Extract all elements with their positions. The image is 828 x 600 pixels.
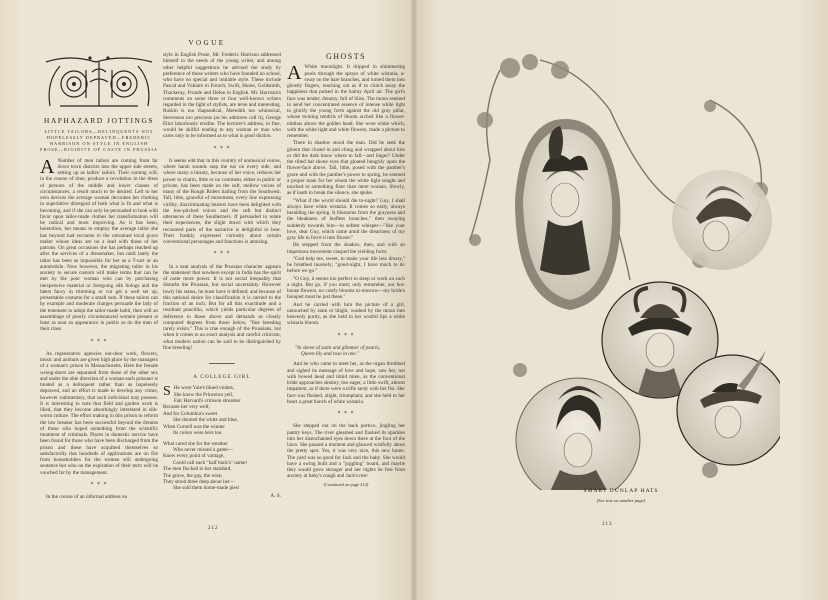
paragraph: "God help me, sweet, to make your life less dreary," he breathed hoarsely; "good-night, I have much to do before we go.": [287, 255, 405, 275]
paragraph: "O Guy, it seems too perfect to sleep or work on such a night. But go, if you must; only remember, not hot-house flowers, no costly blooms to-morrow—my bride's bouquet must be just these.": [287, 275, 405, 301]
paragraph: A White moonlight. It dripped in shimmering pools through the sprays of white wistaria, a-sway on the bare branches, and turned them into ghostly fingers, reaching out as if to clutch away the happiness that pulsed in the balmy April air. The girl's face was tender, dreamy, full of bliss. The moon seemed to send her concentrated essence of intense white light to glorify the young form against the old gray pillar, whose twining tendrils of bloom arched like a flower-nimbus above the golden head. She wore white which, with the white light and white flowers, made a picture to remember.: [287, 62, 405, 139]
paragraph: A Number of men tailors are coming from far down town districts into the upper side streets, setting up as ladies' tailors. Their coming will, in the course of time, produce a revolution in the dress of persons of the middle and lower classes of circumstances, a result much to be desired. Left to her own devices the average woman decorates her clothing in superlative disregard of both what is fit and what is becoming, and if she can only be persuaded to look with favor upon tailor-made clothes her transformation will be radical and most improving. As it has been, heretofore, her means to employ the average tailor she has beyond had recourse to the untrained local gown maker whose ideas are on a lead with those of her patrons. On great occasions she has perhaps reached up after the services of a dressmaker, but until lately the tailor has been as impossible for her as a T-cart or an automobile. Now however, the migrating tailor in his anxiety to secure custom will make terms that can be met by the poor woman who can by purchasing inexpensive material or foregoing silk linings and the latest fancy in trimming or cut get a well set up, presentable costume for a small sum. If these tailors can by example and moderate charges persuade the lady of the tenement to adopt the tailor-made habit, then will an assemblage of poorly circumstanced women present at least as neat an appearance in public as do the men of their class.: [40, 155, 158, 333]
paragraph: In the course of an informal address on: [46, 494, 128, 500]
spine-shadow: [411, 0, 417, 600]
page-number-left: 212: [208, 526, 219, 531]
paragraph: As regenerative agencies out-door work, flowers, music and animals are given high place by the managers of a woman's prison in Massachusetts. Here the female wrong-doers are separated from those of the other sex and under the able direction of a woman each prisoner is treated as a delinquent rather than as hopelessly depraved, and an effort is made to develop any virtue, however rudimentary, that such individual may possess. It is interesting to note that field and garden work is liked, that they become absorbingly interested in silk-worm culture. The effort making in this prison to reform the law breaker has been successful beyond the dreams of those who hoped something from the scientific treatment of criminals. Places in domestic service have been found for those who have been discharged from the prison and these have acquitted themselves so satisfactorily that hundreds of applications are on file from householders for the women still undergoing sentence but who on the expiration of their term will be vouched for by the management.: [40, 350, 158, 476]
paragraph: He stepped from the shadow, then, and with an impetuous movement clasped the yielding form.: [287, 242, 405, 255]
column-two: [163, 52, 281, 499]
column-ghosts: [287, 52, 405, 488]
paragraph: She stepped out on the back portico, jingling her pantry keys. The river gleamed and flashed its sparkles into her disenchanted eyes down there at the foot of the lawn. She paused a moment and glanced wistfully about the pretty spot. Yes, it was very nice, this new home. The yard was so good for Jack and the baby. She would have a swing built and a "joggling" board, and maybe they would grow stronger and her nights be free from anxiety at baby's cough and Jack's rest-: [287, 423, 405, 480]
continued-note: (Continued on page 214): [323, 481, 369, 487]
portrait-circle-top-right: [672, 170, 772, 270]
drop-cap: A: [40, 155, 55, 178]
running-head: VOGUE: [188, 39, 226, 47]
page-number-right: 213: [602, 522, 613, 527]
drop-cap: S: [163, 384, 171, 400]
section-rule: [209, 363, 235, 364]
caption-subtitle: (See text on another page): [596, 498, 646, 503]
portrait-oval: [515, 119, 620, 310]
verse-quote: "In sheen of satin and glimmer of pearls, Queen lily and rose in one.": [295, 344, 380, 357]
paragraph: There in shadow stood the man. Did he seek the gloom that closed in and clung and wrapped about him or did the dark know where to fall—and linger? Under the tilted hat shone eyes that gloated hungrily upon the flower-face above. Tall, lithe, posed with the panther's grace and with the panther's power to spring, he seemed a proper mate for her whom the white light sought and touched to something finer than mere woman. Slowly, as if loath to break the silence, she spoke.: [287, 140, 405, 197]
asterism-divider: * * *: [90, 338, 108, 345]
asterism-divider: * * *: [90, 481, 108, 488]
poem-title: A COLLEGE GIRL: [193, 374, 251, 380]
paragraph: And he who came to meet her, as the organ throbbed and sighed its message of love and hope, saw her, not with bowed head and timid mien, as the conventional bride approaches destiny, but eager, a little swift, almost impatient, as if there were a trifle tardy with her fist. Her face was flushed, alight, triumphant, and she held to her heart a great bunch of white wistaria.: [287, 361, 405, 405]
asterism-divider: * * *: [213, 145, 231, 152]
drop-cap: A: [287, 62, 302, 85]
article-deck: LITTLE TAILORS—DELINQUENTS NOT HOPELESSLY DEPRAVED—FREDERIC HARRISON ON STYLE IN ENGLISH PROSE—RIGIDITY OF CASTE IN PRUSSIA: [40, 128, 159, 152]
column-haphazard-jottings: [40, 52, 158, 501]
article-title: HAPHAZARD JOTTINGS: [43, 116, 155, 126]
paragraph: In a neat analysis of the Prussian character appears the statement that nowhere except in India has the spirit of caste more power. It is not social inequality that disturbs the Prussian, but social uncertainty. However lowly his status, he must have it defined; and because of this national desire for classification it is carried to the fraction of an inch. But for all this exactitude and a resultant punctilio, which yields particular degrees of deference to those above and demands as closely computed degrees from those below, "fine breeding rarely exists." This is true enough of the Prussians, but when it comes to an exact analysis and careful criticism, what modern nation can be said to be distinguished by fine breeding!: [163, 263, 281, 351]
article-title: GHOSTS: [325, 52, 367, 61]
hat-portraits-illustration: [460, 50, 780, 490]
asterism-divider: * * *: [337, 411, 355, 417]
paragraph: And he carried with him the picture of a girl, untouched by stain or blight, washed by the moon into heavenly purity, as she held to her wistful lips a white wistaria bloom.: [287, 301, 405, 327]
caption-title: SMART DUNLAP HATS: [583, 488, 659, 494]
poem: S He wore Yale's blued violets, She knew the Princeton yell, Fair Harvard's crimson streamer Became her very well; And for Columbia's sweet She donned the white and blue, When Cornell was the winner Its colors were hers too. What cared she for the weather Who never missed a game— Knew every point of vantage, Could call each "half back's" name! The men flocked to her standard, The grave, the gay, the wise; They stood three deep about her— She sold them home-made pies! A. S.: [163, 384, 281, 499]
poem-signature: A. S.: [270, 492, 281, 499]
paragraph: style in English Prose, Mr. Frederic Harrison addressed himself to the needs of the young writer, and among other helpful suggestions he advised the study by preference of those writers who have founded no school, who have no special and imitable style. These include Pascal and Voltaire in French; Swift, Hume, Goldsmith, Thackeray, Froude and Defoe in English. Mr. Harrison's comments on some three or four well-known writers regarded in the light of stylists, are terse and interesting. Ruskin is too rhapsodical, Meredith too whimsical, Stevenson too precious (as his admirers call it), George Eliot laboriously erudite. The lecturer's address, in fine, would be skilful reading to any woman or man who cares only to be informed as to what is good diction.: [163, 52, 281, 140]
portrait-circle-bottom-left: [516, 378, 640, 490]
decorative-ornament-icon: [40, 52, 158, 110]
asterism-divider: * * *: [337, 332, 355, 339]
paragraph: It seems odd that in this country of unmusical voices, where harsh sounds rasp the ear on every side, and where many a beauty, because of her voice, reduces her power to charm, little or no comment, either in public or private, has been made on the soft, mellow voices of many of the Rough Riders hailing from the Southwest. Tall, lithe, graceful of movement, every line expressing virility, discriminating hearers have been delighted with the low-pitched voices and the soft but distinct utterances of these Southerners. If persuaded to relate their experiences, the slight drawl with which they recounted parts of the narrative is delightful to hear. Their frankly expressed curiosity about certain conventional personages and functions is amusing.: [163, 157, 281, 245]
paragraph: "What if the world should die to-night? Guy, I shall always have white wistaria. It comes so early, always heralding the spring. It blossoms from the grayness and the bleakness of leafless branches," then swaying suddenly towards him—in softest whisper—"like your love, dear Guy, which came amid the dreariness of my gray life to force it into flower.": [287, 197, 405, 241]
asterism-divider: * * *: [213, 251, 231, 258]
